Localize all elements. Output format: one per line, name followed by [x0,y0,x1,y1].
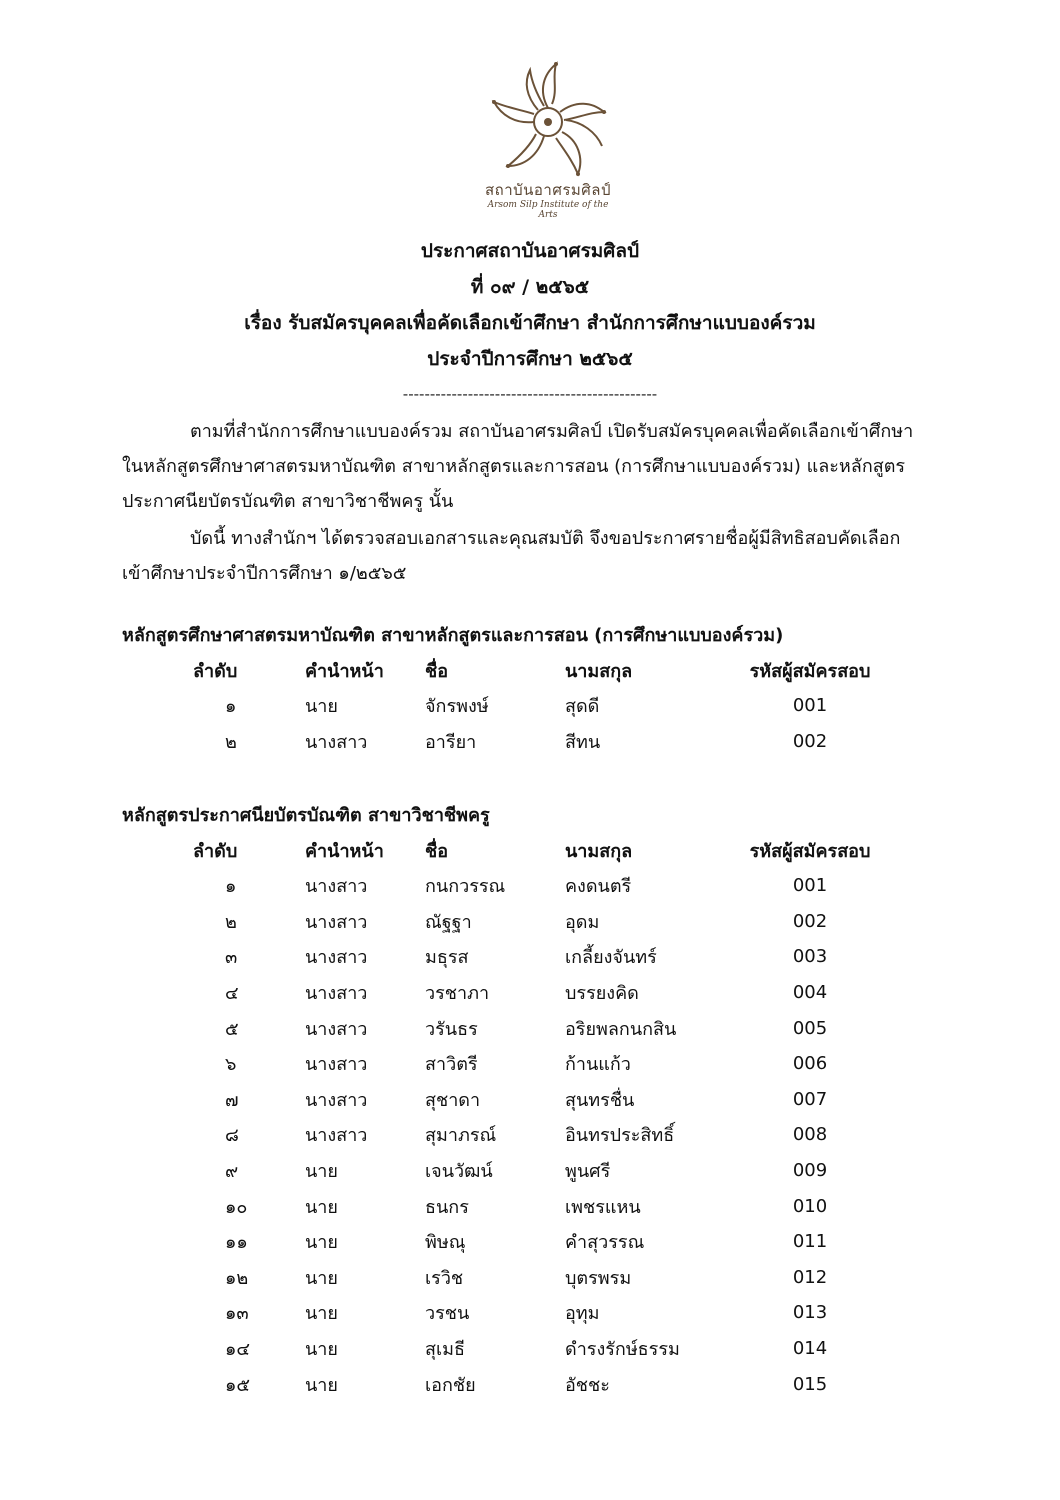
row-code: 006 [792,1053,828,1075]
row-last-name: ดำรงรักษ์ธรรม [565,1339,680,1361]
row-first-name: เจนวัฒน์ [425,1161,493,1183]
row-no: ๑๑ [225,1232,248,1254]
table-row [193,1295,885,1331]
row-last-name: ก้านแก้ว [565,1054,631,1076]
section-title-med: หลักสูตรศึกษาศาสตรมหาบัณฑิต สาขาหลักสูตรและการสอน (การศึกษาแบบองค์รวม) [122,625,784,646]
row-last-name: สุดดี [565,696,600,718]
row-last-name: คงดนตรี [565,876,632,898]
row-code: 002 [792,910,828,932]
table-row [193,688,885,724]
row-no: ๓ [225,947,238,969]
row-no: ๔ [225,983,239,1005]
row-no: ๑๔ [225,1339,251,1361]
row-no: ๑๒ [225,1267,249,1289]
logo-thai-text: สถาบันอาศรมศิลป์ [484,181,612,199]
table-row [193,1366,885,1402]
row-code: 007 [792,1088,828,1110]
row-prefix: นาย [305,1267,338,1289]
row-first-name: วรันธร [425,1018,478,1040]
table-row [193,1010,885,1046]
col-prefix: คำนำหน้า [305,660,384,682]
row-first-name: มธุรส [425,947,469,969]
row-last-name: อัชชะ [565,1374,610,1396]
row-first-name: อารียา [425,731,477,753]
table-row [193,904,885,940]
row-code: 013 [792,1302,828,1324]
table-row [193,1082,885,1118]
table-header-row [193,832,885,868]
table-row [193,1188,885,1224]
row-first-name: วรชน [425,1303,470,1325]
row-prefix: นางสาว [305,876,368,898]
row-first-name: กนกวรรณ [425,876,506,898]
academic-year: ประจำปีการศึกษา ๒๕๖๕ [427,348,633,370]
row-prefix: นาย [305,1339,338,1361]
row-prefix: นางสาว [305,1089,368,1111]
col-first: ชื่อ [425,840,449,862]
divider: ----------------------------------------------- [402,385,658,403]
table-row [193,939,885,975]
table-row [193,1260,885,1296]
row-first-name: จักรพงษ์ [425,696,489,718]
row-first-name: เอกชัย [425,1374,476,1396]
row-last-name: อริยพลกนกสิน [565,1018,677,1040]
row-prefix: นางสาว [305,1054,368,1076]
row-last-name: บุตรพรม [565,1267,632,1289]
row-prefix: นางสาว [305,1125,368,1147]
row-first-name: พิษณุ [425,1232,466,1254]
table-header-row [193,652,885,688]
row-code: 001 [792,875,828,897]
col-prefix: คำนำหน้า [305,840,384,862]
row-no: ๙ [225,1161,239,1183]
body-paragraph-1: ตามที่สำนักการศึกษาแบบองค์รวม สถาบันอาศรมศิลป์ เปิดรับสมัครบุคคลเพื่อคัดเลือกเข้าศึกษา ในหลักสูตรศึกษาศาสตรมหาบัณฑิต สาขาหลักสูตรและการสอน (การศึกษาแบบองค์รวม) และหลักสูตร ประกาศนียบัตรบัณฑิต สาขาวิชาชีพครู นั้น [122,421,914,512]
row-first-name: ธนกร [425,1196,469,1218]
section-title-grad-dip: หลักสูตรประกาศนียบัตรบัณฑิต สาขาวิชาชีพครู [122,805,490,826]
row-last-name: เพชรแหน [565,1196,641,1218]
row-no: ๑๓ [225,1303,249,1325]
col-no: ลำดับ [193,840,238,862]
table-row [193,1046,885,1082]
col-code: รหัสผู้สมัครสอบ [749,660,871,682]
row-prefix: นาย [305,1161,338,1183]
row-prefix: นาย [305,1374,338,1396]
row-code: 010 [792,1195,828,1217]
row-prefix: นางสาว [305,983,368,1005]
row-no: ๑ [225,876,237,898]
row-prefix: นางสาว [305,1018,368,1040]
row-code: 011 [792,1231,828,1253]
row-no: ๗ [225,1089,239,1111]
table-row [193,975,885,1011]
col-code: รหัสผู้สมัครสอบ [749,840,871,862]
row-no: ๒ [225,911,237,933]
row-code: 009 [792,1160,828,1182]
row-first-name: สุชาดา [425,1089,481,1111]
row-no: ๘ [225,1125,239,1147]
col-first: ชื่อ [425,660,449,682]
row-prefix: นาย [305,1303,338,1325]
row-last-name: สุนทรชื่น [565,1089,635,1111]
row-code: 003 [792,946,828,968]
row-no: ๑๐ [225,1196,248,1218]
row-no: ๖ [225,1054,237,1076]
row-no: ๕ [225,1018,239,1040]
row-prefix: นางสาว [305,731,368,753]
row-code: 015 [792,1373,828,1395]
row-first-name: สุเมธี [425,1339,465,1361]
row-prefix: นางสาว [305,911,368,933]
row-code: 002 [792,730,828,752]
body-paragraph-2: บัดนี้ ทางสำนักฯ ได้ตรวจสอบเอกสารและคุณสมบัติ จึงขอประกาศรายชื่อผู้มีสิทธิสอบคัดเลือก เข้าศึกษาประจำปีการศึกษา ๑/๒๕๖๕ [122,528,901,584]
logo-english-text: Arsom Silp Institute of the Arts [487,200,609,220]
col-no: ลำดับ [193,660,238,682]
row-prefix: นาย [305,1232,338,1254]
col-last: นามสกุล [565,840,633,862]
row-no: ๑ [225,696,237,718]
table-row [193,1224,885,1260]
row-code: 004 [792,982,828,1004]
col-last: นามสกุล [565,660,633,682]
row-first-name: สุมาภรณ์ [425,1125,497,1147]
row-no: ๑๕ [225,1374,251,1396]
row-prefix: นาย [305,1196,338,1218]
row-code: 005 [792,1017,828,1039]
table-row [193,1153,885,1189]
row-last-name: สีทน [565,731,601,753]
row-prefix: นาย [305,696,338,718]
announcement-number: ที่ ๐๙ / ๒๕๖๕ [470,276,590,298]
row-code: 008 [792,1124,828,1146]
row-first-name: วรชาภา [425,983,490,1005]
row-last-name: เกลี้ยงจันทร์ [565,947,657,969]
row-last-name: อินทรประสิทธิ์ [565,1125,675,1147]
row-first-name: สาวิตรี [425,1054,478,1076]
row-prefix: นางสาว [305,947,368,969]
row-last-name: อุดม [565,911,600,933]
row-first-name: เรวิช [425,1267,464,1289]
row-code: 001 [792,695,828,717]
row-no: ๒ [225,731,237,753]
row-code: 014 [792,1338,828,1360]
table-row [193,1117,885,1153]
row-last-name: คำสุวรรณ [565,1232,645,1254]
row-last-name: อุทุม [565,1303,600,1325]
row-last-name: บรรยงคิด [565,983,639,1005]
table-row [193,724,885,760]
candidate-table-grad-dip [193,832,885,1402]
row-code: 012 [792,1266,828,1288]
announcement-subject: เรื่อง รับสมัครบุคคลเพื่อคัดเลือกเข้าศึกษา สำนักการศึกษาแบบองค์รวม [244,312,816,334]
row-first-name: ณัฐฐา [425,911,472,933]
table-row [193,868,885,904]
announcement-title: ประกาศสถาบันอาศรมศิลป์ [420,240,640,262]
table-row [193,1331,885,1367]
row-last-name: พูนศรี [565,1161,611,1183]
candidate-table-med [193,652,885,759]
